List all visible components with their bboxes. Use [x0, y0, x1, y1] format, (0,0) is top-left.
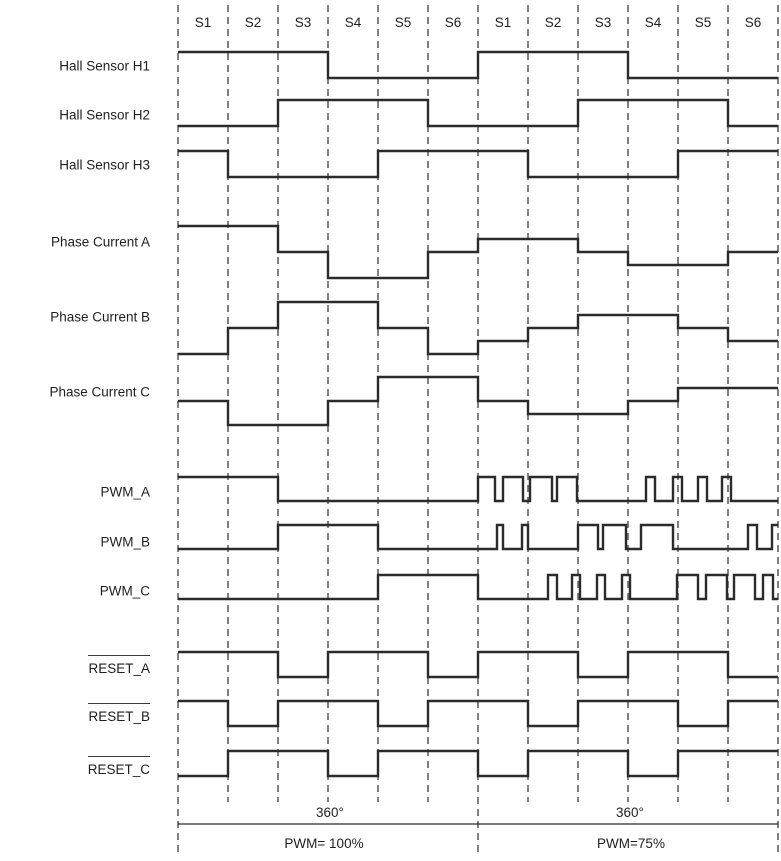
waveform-hall-h1 — [178, 52, 778, 78]
row-label-reset-c — [88, 756, 150, 777]
row-label-phase-c: Phase Current C — [49, 384, 150, 400]
row-label-text-reset-a: RESET_A — [88, 655, 150, 676]
sector-label: S2 — [244, 15, 262, 30]
sector-label: S3 — [594, 15, 612, 30]
waveform-reset-a — [178, 652, 778, 677]
waveform-pwm-c — [178, 575, 778, 599]
row-label-pwm-a: PWM_A — [100, 484, 150, 500]
row-label-text-reset-c: RESET_C — [88, 756, 150, 777]
row-label-hall-h2: Hall Sensor H2 — [59, 107, 150, 123]
sector-label: S2 — [544, 15, 562, 30]
row-label-hall-h1: Hall Sensor H1 — [59, 58, 150, 74]
row-label-reset-b — [88, 703, 150, 724]
sector-label: S6 — [444, 15, 462, 30]
row-label-pwm-c: PWM_C — [99, 583, 150, 599]
degrees-360-label: 360° — [316, 805, 344, 820]
pwm-duty-label: PWM=75% — [597, 836, 665, 851]
sector-label: S3 — [294, 15, 312, 30]
row-label-text-reset-b: RESET_B — [88, 703, 150, 724]
row-label-hall-h3: Hall Sensor H3 — [59, 157, 150, 173]
row-label-phase-b: Phase Current B — [50, 309, 150, 325]
waveform-pwm-a — [178, 477, 778, 501]
row-label-pwm-b: PWM_B — [100, 534, 150, 550]
sector-label: S4 — [644, 15, 662, 30]
row-label-reset-a — [88, 655, 150, 676]
pwm-duty-label: PWM= 100% — [284, 836, 364, 851]
sector-label: S1 — [494, 15, 512, 30]
sector-label: S4 — [344, 15, 362, 30]
sector-label: S1 — [194, 15, 212, 30]
sector-label: S6 — [744, 15, 762, 30]
sector-label: S5 — [694, 15, 712, 30]
waveform-reset-c — [178, 751, 778, 776]
row-label-phase-a: Phase Current A — [50, 234, 150, 250]
sector-label: S5 — [394, 15, 412, 30]
degrees-360-label: 360° — [616, 805, 644, 820]
